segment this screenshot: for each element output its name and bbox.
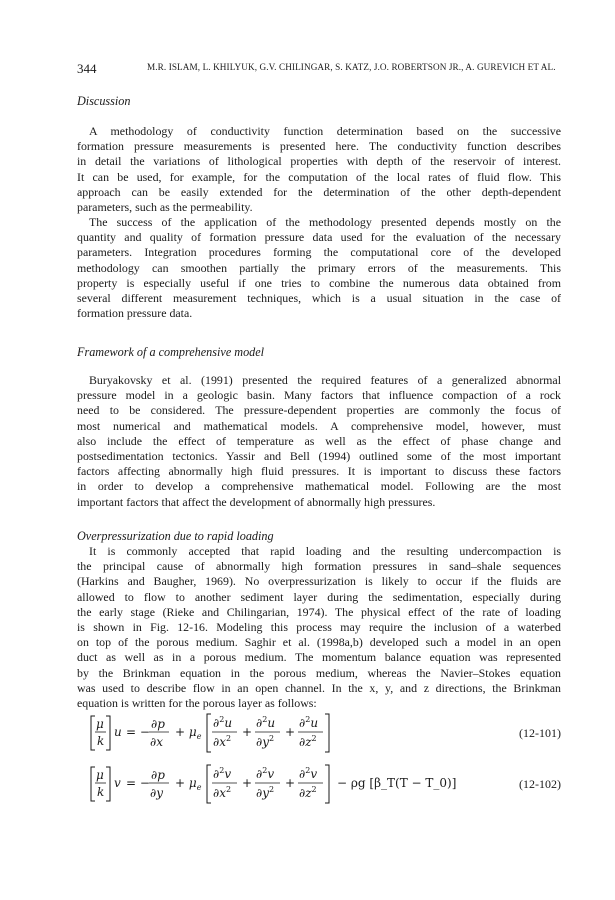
equation-12-102 [77, 763, 561, 807]
svg-text:= −: = − [126, 776, 150, 790]
svg-text:∂y: ∂y [150, 786, 163, 800]
svg-text:μ: μ [96, 717, 104, 731]
running-head-authors: M.R. ISLAM, L. KHILYUK, G.V. CHILINGAR, S. KATZ, J.O. ROBERTSON JR., A. GUREVICH ET AL. [147, 62, 556, 72]
svg-text:+ μe: + $\mu_e$ [175, 725, 202, 741]
svg-text:+: + [242, 725, 253, 739]
svg-text:+ μe: + $\mu_e$ [175, 776, 202, 792]
paragraph-overpressurization-1: It is commonly accepted that rapid loading and the resulting undercompaction is the principal cause of abnormally high formation pressures in sand–shale sequences (Harkins and Baugher, 1969). No overpressurization is likely to occur if the fluids are allowed to flow to another sediment layer during the sedimentation, especially during the early stage (Rieke and Chilingarian, 1974). The physical effect of the rate of loading is shown in Fig. 12-16. Modeling this process may require the inclusion of a waterbed on top of the porous medium. Saghir et al. (1998a,b) developed such a model in an open duct as well as in a porous medium. The momentum balance equation was represented by the Brinkman equation in the porous medium, whereas the Navier–Stokes equation was used to describe flow in an open channel. In the x, y, and z directions, the Brinkman equation is written for the porous layer as follows: [77, 544, 561, 710]
svg-text:∂y2: $\partial y^2$ [256, 734, 275, 749]
svg-text:k: k [97, 785, 105, 799]
paragraph-discussion-1: A methodology of conductivity function determination based on the successive formation pressure measurements is presented here. The conductivity function describes in detail the variations of lithological properties with depth of the reservoir of interest. It can be used, for example, for the computation of the local rates of fluid flow. This approach can be easily extended for the determination of the other depth-dependent parameters, such as the permeability. [77, 124, 561, 214]
paragraph-framework-1: Buryakovsky et al. (1991) presented the required features of a generalized abnormal pressure model in a geologic basin. Many factors that influence compaction of a rock need to be considered. The pressure-dependent properties are commonly the focus of most numerical and mathematical models. A comprehensive model, however, must also include the effect of temperature as well as the effect of phase change and postsedimentation tectonics. Yassir and Bell (1994) outlined some of the most important factors affecting abnormally high fluid pressures. It is important to discuss these factors in order to develop a comprehensive mathematical model. Following are the most important factors that affect the development of abnormally high pressures. [77, 373, 561, 509]
svg-text:∂z2: $\partial z^2$ [299, 785, 317, 800]
svg-text:+: + [242, 776, 253, 790]
svg-text:∂x2: $\partial x^2$ [213, 785, 232, 800]
svg-text:+: + [285, 776, 296, 790]
section-heading-overpressurization: Overpressurization due to rapid loading [77, 529, 274, 543]
svg-text:k: k [97, 734, 105, 748]
svg-text:u: u [114, 725, 122, 739]
svg-text:∂p: ∂p [151, 768, 165, 782]
equation-number: (12-101) [519, 726, 561, 740]
svg-text:∂2v: ∂$^2$v [213, 766, 232, 781]
svg-text:∂y2: $\partial y^2$ [256, 785, 275, 800]
section-heading-discussion: Discussion [77, 94, 131, 108]
running-head [77, 61, 561, 77]
equation-12-102-formula [89, 763, 509, 807]
paragraph-discussion-2: The success of the application of the methodology presented depends mostly on the quantity and quality of formation pressure data used for the evaluation of the necessary parameters. Integration procedures forming the computational core of the developed methodology can smoothen partially the primary errors of the measurements. This property is especially useful if one tries to combine the numerous data obtained from several different measurement techniques, which is a usual situation in the case of formation pressure data. [77, 215, 561, 321]
svg-text:− ρg [β_T(T − T_0)]: − ρg [β_T(T − T_0)] [337, 776, 457, 790]
section-heading-framework: Framework of a comprehensive model [77, 345, 265, 359]
svg-text:∂2v: ∂$^2$v [299, 766, 318, 781]
svg-text:μ: μ [96, 768, 104, 782]
svg-text:= −: = − [126, 725, 150, 739]
svg-text:∂x: ∂x [150, 735, 163, 749]
equation-12-101-formula [89, 712, 419, 756]
svg-text:∂x2: $\partial x^2$ [213, 734, 232, 749]
svg-text:∂z2: $\partial z^2$ [299, 734, 317, 749]
svg-text:∂p: ∂p [151, 717, 165, 731]
equation-12-101 [77, 712, 561, 756]
page-number: 344 [77, 61, 97, 76]
equation-number: (12-102) [519, 777, 561, 791]
svg-text:∂2u: ∂$^2$u [213, 715, 233, 730]
svg-text:∂2u: ∂$^2$u [299, 715, 319, 730]
svg-text:∂2u: ∂$^2$u [256, 715, 276, 730]
svg-text:+: + [285, 725, 296, 739]
svg-text:∂2v: ∂$^2$v [256, 766, 275, 781]
svg-text:v: v [114, 776, 121, 790]
